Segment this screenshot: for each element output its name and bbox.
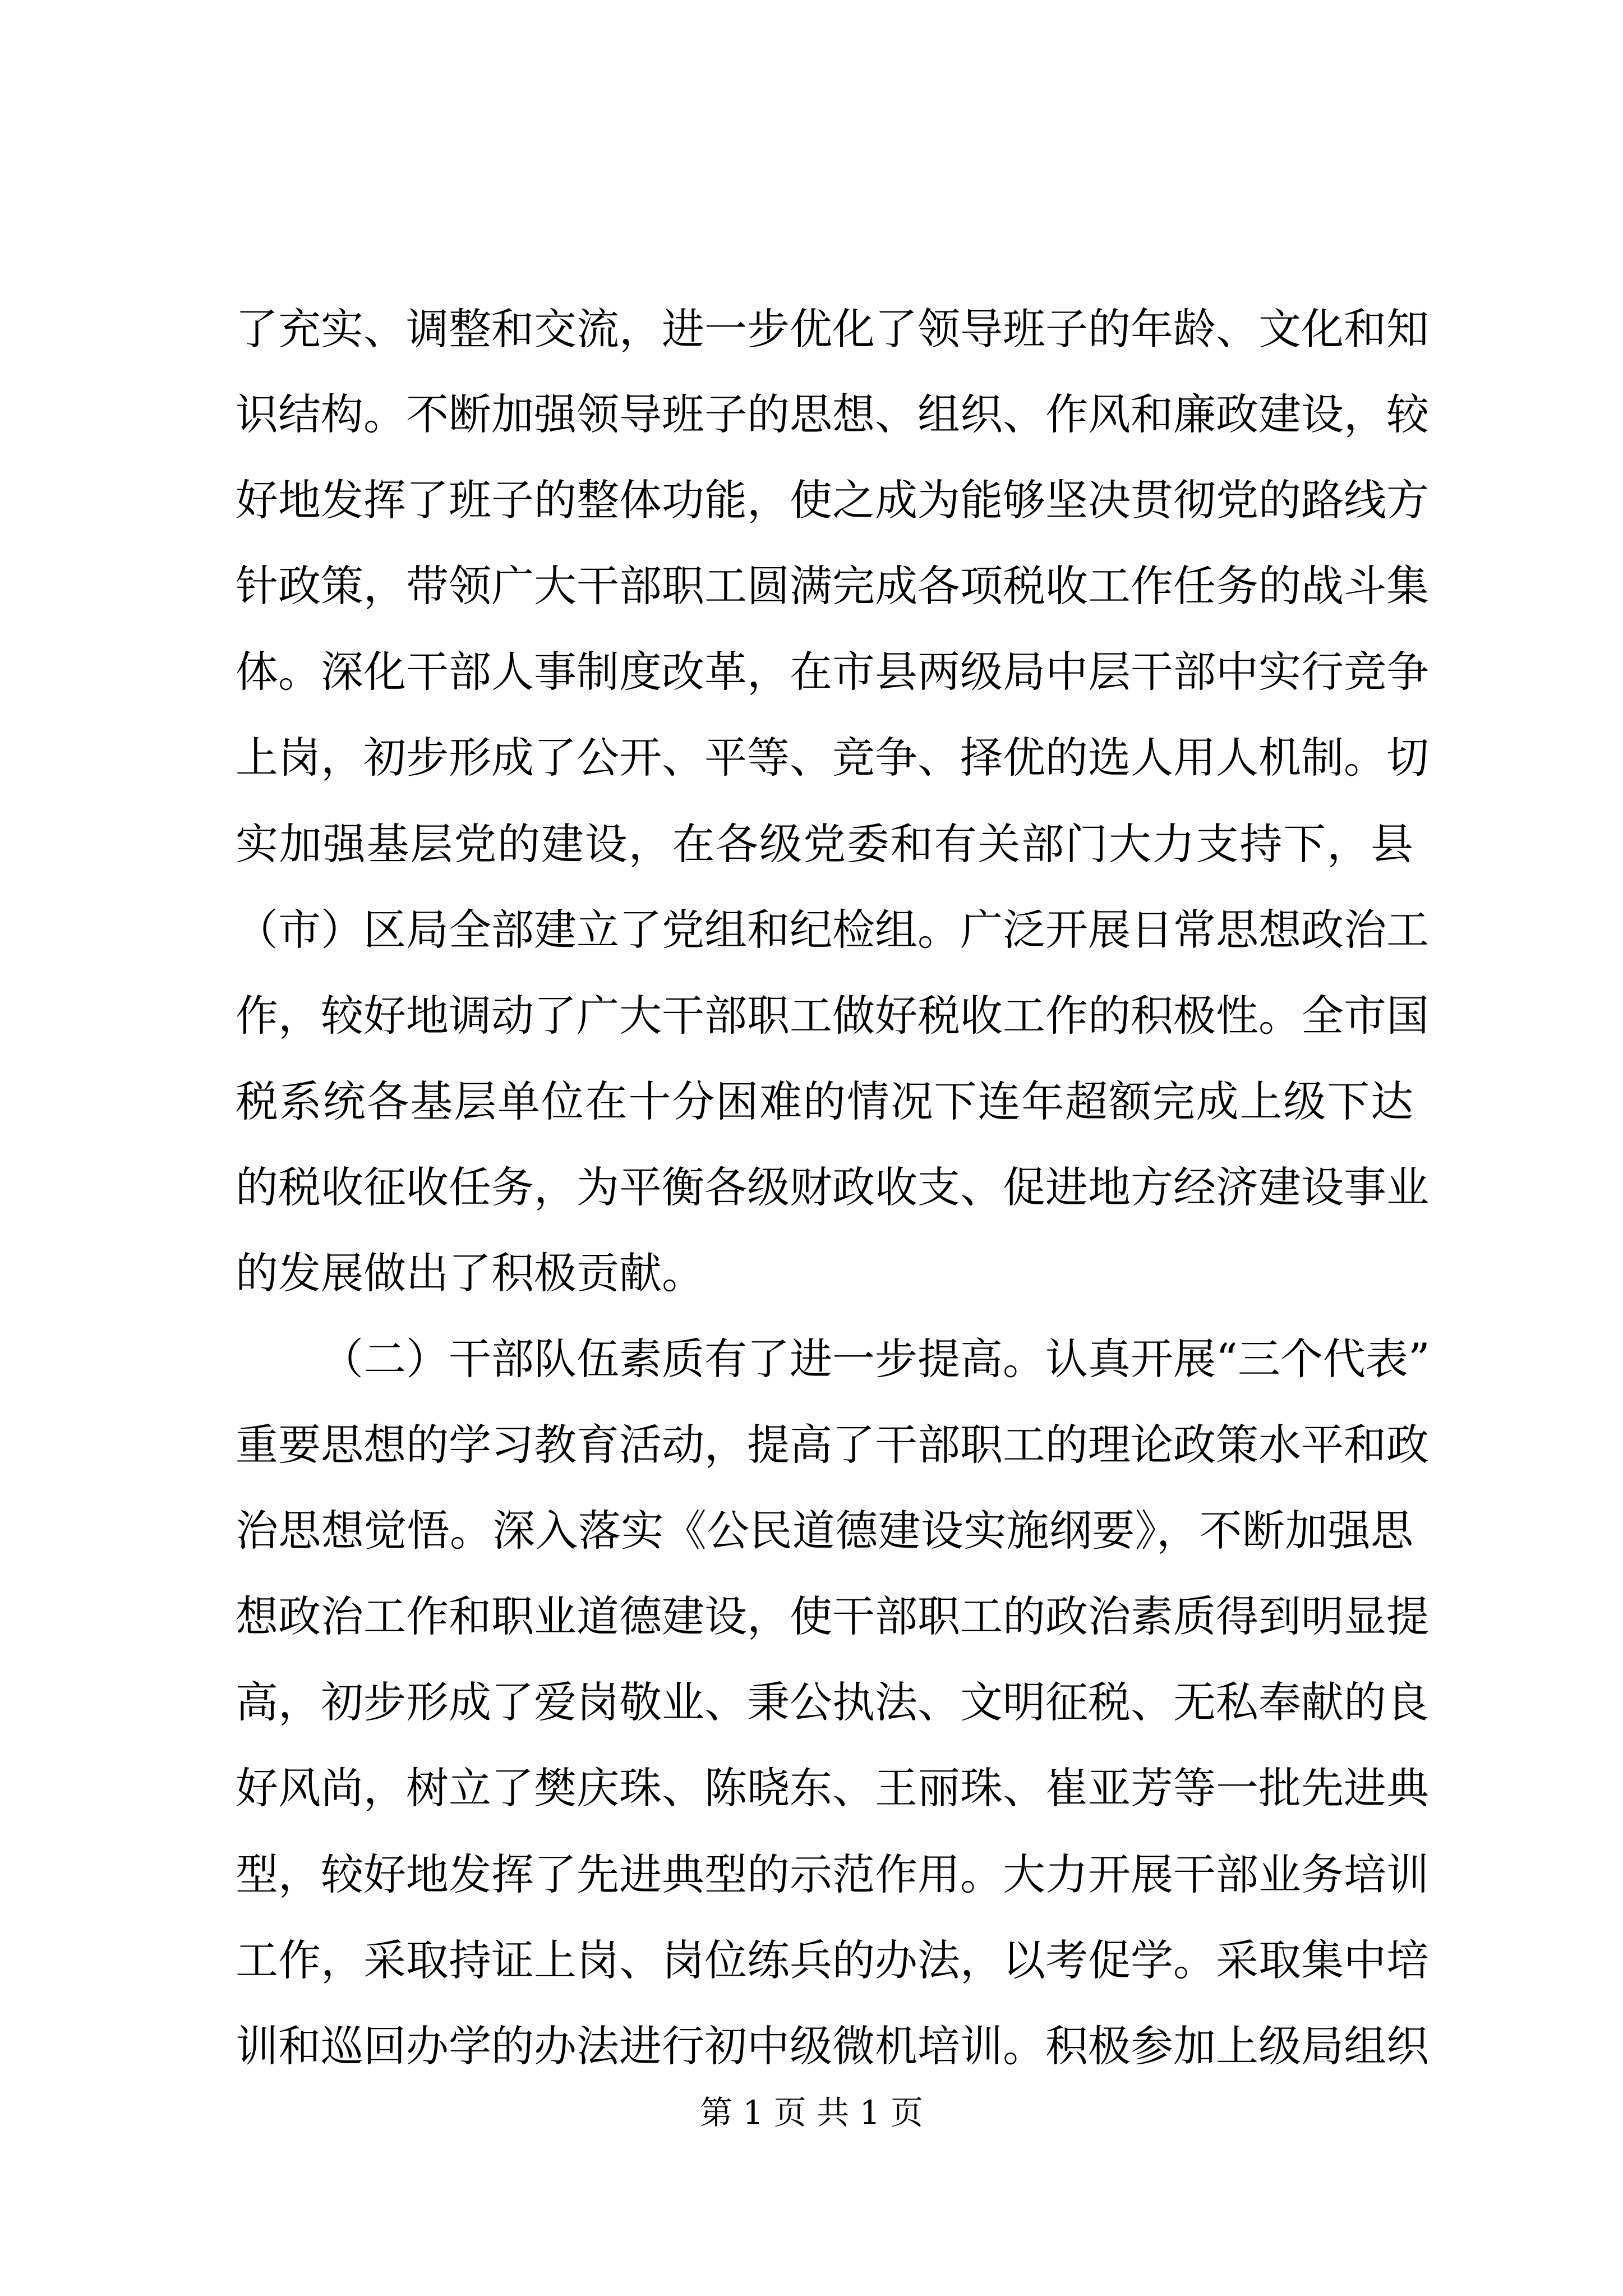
body-text-line: 税系统各基层单位在十分困难的情况下连年超额完成上级下达 (236, 1076, 1413, 1126)
body-text-line: 好风尚，树立了樊庆珠、陈晓东、王丽珠、崔亚芳等一批先进典 (236, 1763, 1429, 1813)
body-text-line: 的发展做出了积极贡献。 (236, 1248, 704, 1298)
body-text-line: 重要思想的学习教育活动，提高了干部职工的理论政策水平和政 (236, 1420, 1429, 1470)
body-text-line: 高，初步形成了爱岗敬业、秉公执法、文明征税、无私奉献的良 (236, 1677, 1429, 1727)
body-text-line: 体。深化干部人事制度改革，在市县两级局中层干部中实行竞争 (236, 647, 1429, 697)
body-text-line: 作，较好地调动了广大干部职工做好税收工作的积极性。全市国 (236, 991, 1429, 1041)
paragraph-heading-line: （二）干部队伍素质有了进一步提高。认真开展“三个代表” (321, 1334, 1430, 1384)
body-text-line: 工作，采取持证上岗、岗位练兵的办法，以考促学。采取集中培 (236, 1935, 1429, 1985)
body-text-line: 识结构。不断加强领导班子的思想、组织、作风和廉政建设，较 (236, 389, 1429, 439)
body-text-line: 好地发挥了班子的整体功能，使之成为能够坚决贯彻党的路线方 (236, 475, 1429, 525)
body-text-line: （市）区局全部建立了党组和纪检组。广泛开展日常思想政治工 (236, 905, 1429, 955)
body-text-line: 上岗，初步形成了公开、平等、竞争、择优的选人用人机制。切 (236, 733, 1429, 783)
body-text-line: 了充实、调整和交流，进一步优化了领导班子的年龄、文化和知 (236, 304, 1429, 354)
body-text-line: 的税收征收任务，为平衡各级财政收支、促进地方经济建设事业 (236, 1162, 1429, 1212)
body-text-line: 针政策，带领广大干部职工圆满完成各项税收工作任务的战斗集 (236, 561, 1429, 611)
body-text-line: 训和巡回办学的办法进行初中级微机培训。积极参加上级局组织 (236, 2021, 1429, 2071)
body-text-line: 型，较好地发挥了先进典型的示范作用。大力开展干部业务培训 (236, 1849, 1429, 1899)
body-text-line: 实加强基层党的建设，在各级党委和有关部门大力支持下，县 (236, 819, 1413, 869)
body-text-line: 治思想觉悟。深入落实《公民道德建设实施纲要》，不断加强思 (236, 1506, 1413, 1556)
page-number-footer: 第 1 页 共 1 页 (700, 2093, 923, 2132)
body-text-line: 想政治工作和职业道德建设，使干部职工的政治素质得到明显提 (236, 1591, 1429, 1641)
